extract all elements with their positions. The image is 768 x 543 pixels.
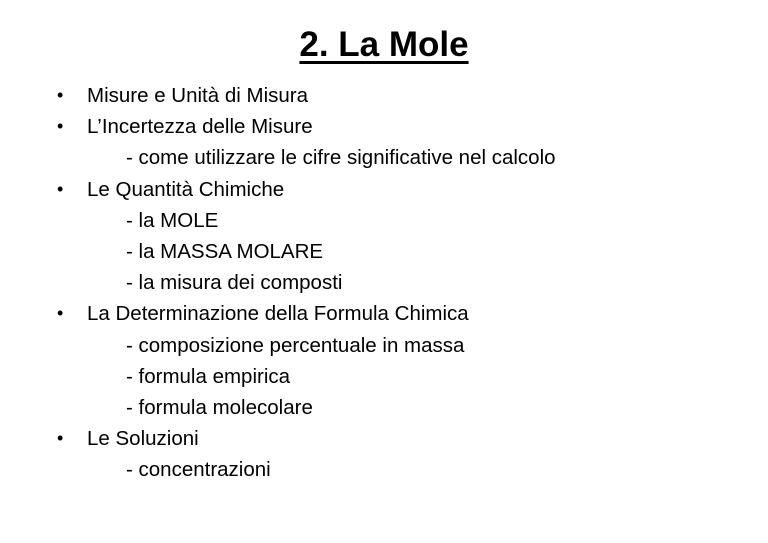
sub-list-item xyxy=(0,205,768,236)
bullet-icon: • xyxy=(57,303,64,324)
sub-list-item xyxy=(0,236,768,267)
list-item xyxy=(0,174,768,205)
sub-list-item-text: - la MASSA MOLARE xyxy=(126,239,324,263)
sub-list-item-text: - composizione percentuale in massa xyxy=(126,333,465,357)
list-item xyxy=(0,111,768,142)
sub-list-item xyxy=(0,330,768,361)
sub-list-item xyxy=(0,392,768,423)
list-item-text: Misure e Unità di Misura xyxy=(87,84,309,107)
sub-list-item-text: - formula empirica xyxy=(126,364,291,388)
sub-list-item-text: - concentrazioni xyxy=(126,458,271,482)
list-item xyxy=(0,298,768,329)
slide-title-container xyxy=(0,22,768,68)
sub-list-item xyxy=(0,267,768,298)
sub-list-item-text: - come utilizzare le cifre significative nel calcolo xyxy=(126,146,556,170)
bullet-icon: • xyxy=(57,428,64,449)
sub-list-item xyxy=(0,454,768,485)
bullet-icon: • xyxy=(57,85,64,105)
bullet-icon: • xyxy=(57,178,64,199)
list-item-text: La Determinazione della Formula Chimica xyxy=(87,302,469,326)
slide-title: 2. La Mole xyxy=(299,25,469,64)
bullet-list xyxy=(0,80,768,485)
bullet-icon: • xyxy=(57,116,64,137)
list-item-text: L’Incertezza delle Misure xyxy=(87,115,313,139)
list-item-text: Le Quantità Chimiche xyxy=(87,177,285,201)
sub-list-item-text: - formula molecolare xyxy=(126,395,313,419)
sub-list-item xyxy=(0,361,768,392)
sub-list-item-text: - la MOLE xyxy=(126,208,219,232)
list-item-text: Le Soluzioni xyxy=(87,427,199,451)
sub-list-item-text: - la misura dei composti xyxy=(126,271,343,295)
list-item xyxy=(0,80,768,111)
sub-list-item xyxy=(0,142,768,173)
list-item xyxy=(0,423,768,454)
